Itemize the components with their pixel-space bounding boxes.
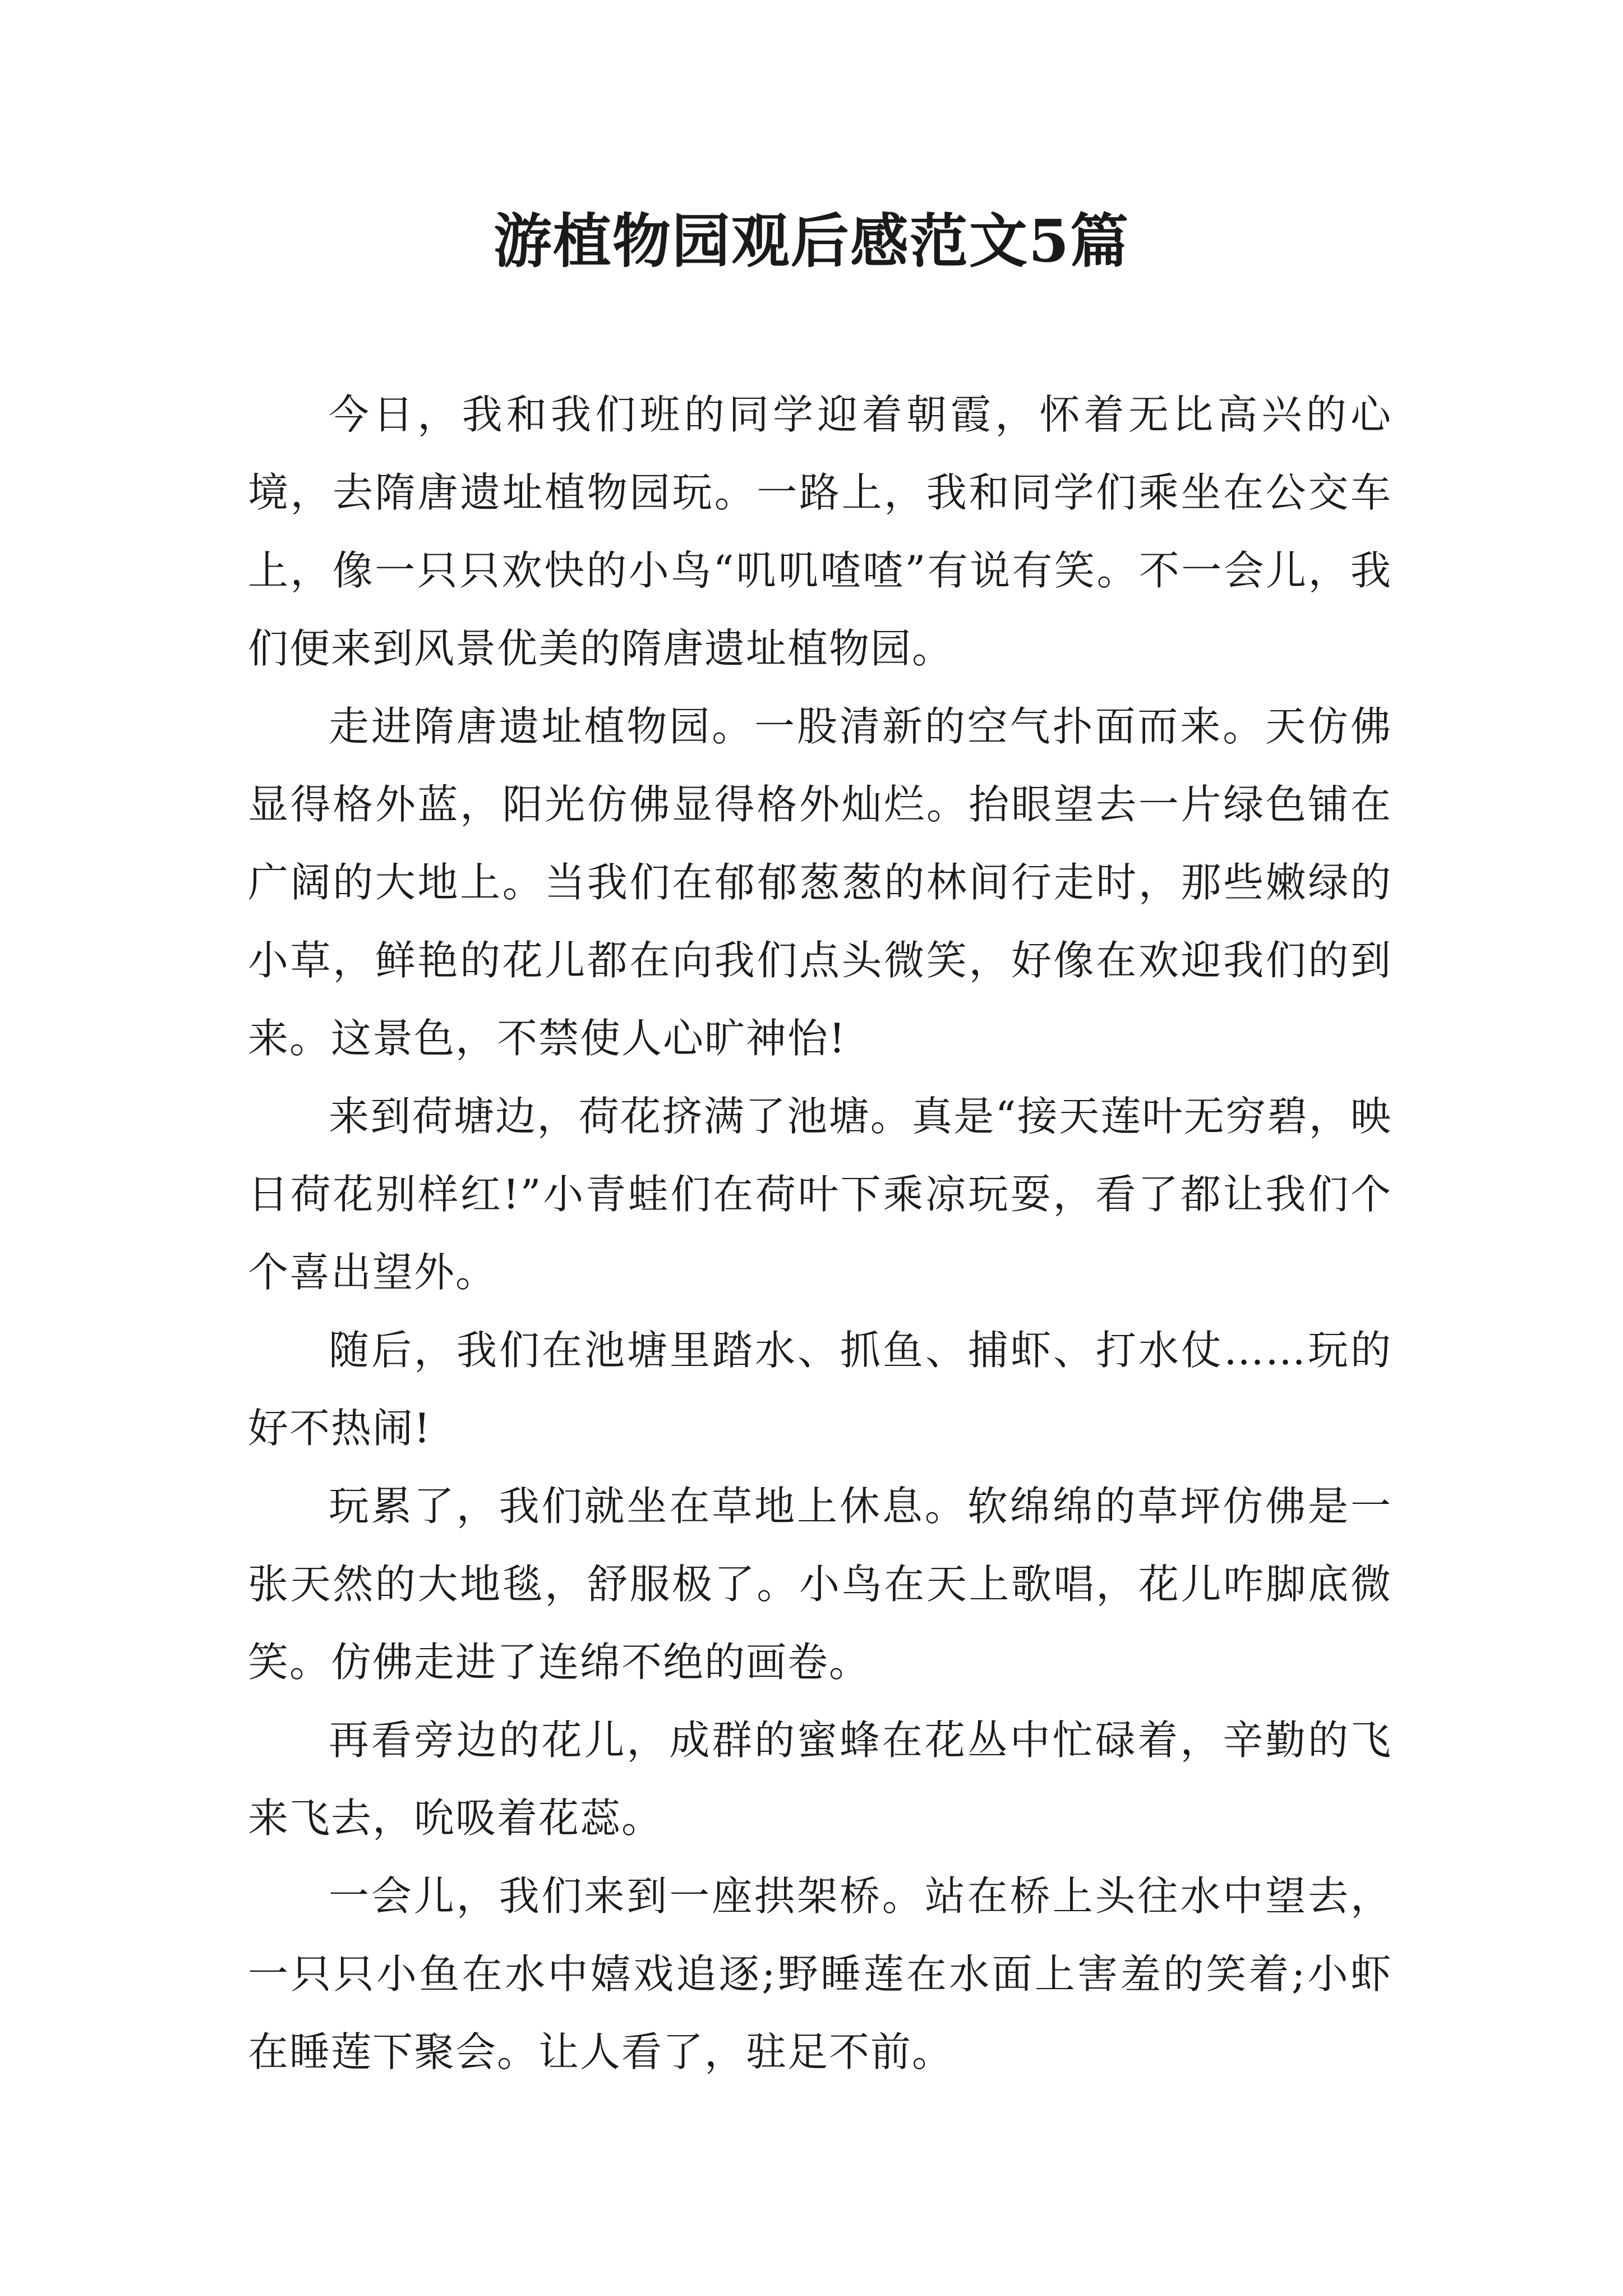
paragraph-4: 随后，我们在池塘里踏水、抓鱼、捕虾、打水仗……玩的好不热闹! <box>248 1327 1392 1452</box>
paragraph-7: 一会儿，我们来到一座拱架桥。站在桥上头往水中望去，一只只小鱼在水中嬉戏追逐;野睡莲在水面上害羞的笑着;小虾在睡莲下聚会。让人看了，驻足不前。 <box>248 1872 1392 2076</box>
document-body <box>248 376 1392 2091</box>
paragraph-2: 走进隋唐遗址植物园。一股清新的空气扑面而来。天仿佛显得格外蓝，阳光仿佛显得格外灿烂。抬眼望去一片绿色铺在广阔的大地上。当我们在郁郁葱葱的林间行走时，那些嫩绿的小草，鲜艳的花儿都在向我们点头微笑，好像在欢迎我们的到来。这景色，不禁使人心旷神怡! <box>248 703 1392 1062</box>
paragraph-5: 玩累了，我们就坐在草地上休息。软绵绵的草坪仿佛是一张天然的大地毯，舒服极了。小鸟在天上歌唱，花儿咋脚底微笑。仿佛走进了连绵不绝的画卷。 <box>248 1483 1392 1686</box>
paragraph-3: 来到荷塘边，荷花挤满了池塘。真是“接天莲叶无穷碧，映日荷花别样红!”小青蛙们在荷叶下乘凉玩耍，看了都让我们个个喜出望外。 <box>248 1093 1392 1296</box>
paragraph-6: 再看旁边的花儿，成群的蜜蜂在花丛中忙碌着，辛勤的飞来飞去，吮吸着花蕊。 <box>248 1717 1392 1842</box>
document-title: 游植物园观后感范文5篇 <box>493 206 1130 275</box>
paragraph-1: 今日，我和我们班的同学迎着朝霞，怀着无比高兴的心境，去隋唐遗址植物园玩。一路上，我和同学们乘坐在公交车上，像一只只欢快的小鸟“叽叽喳喳”有说有笑。不一会儿，我们便来到风景优美的隋唐遗址植物园。 <box>248 391 1392 672</box>
